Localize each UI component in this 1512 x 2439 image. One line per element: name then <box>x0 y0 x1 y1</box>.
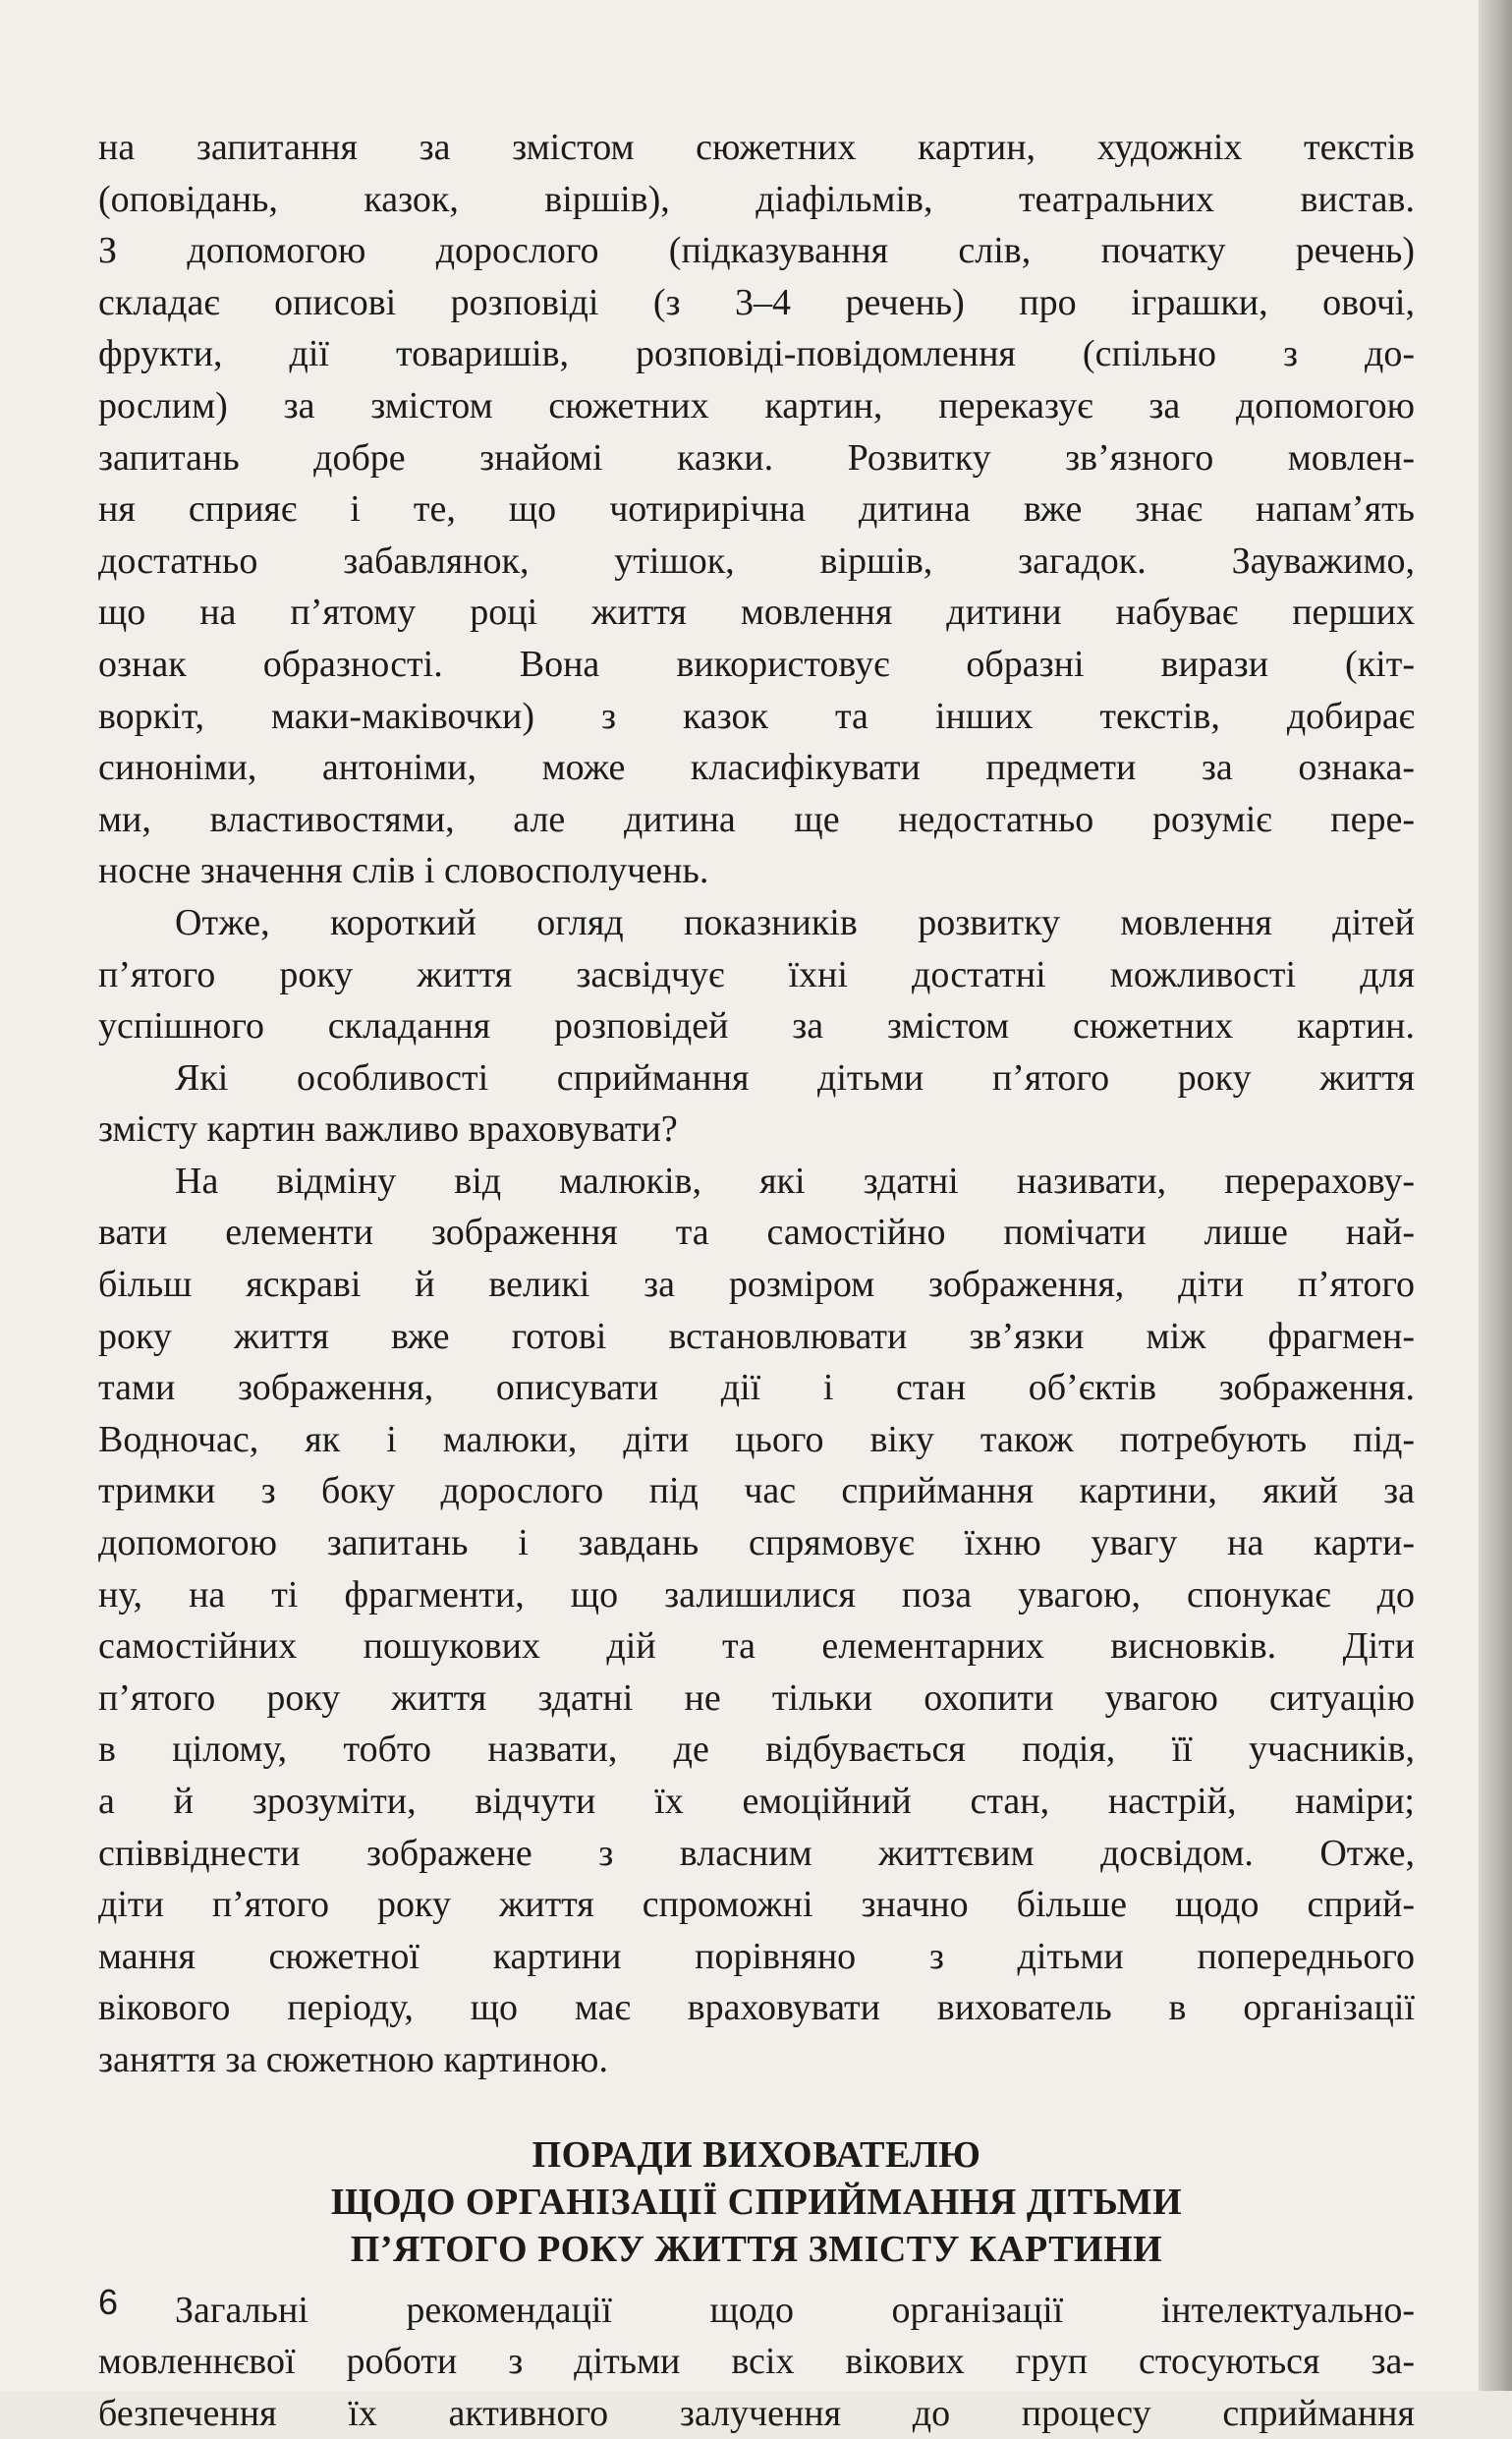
text-line: тами зображення, описувати дії і стан об’єктів зображення. <box>98 1367 1415 1409</box>
text-line: Які особливості сприймання дітьми п’ятого року життя <box>175 1056 1415 1099</box>
paragraph-5 <box>98 2285 1415 2439</box>
paragraph-3-question <box>98 1052 1415 1156</box>
page-edge-shadow <box>1479 0 1512 2391</box>
paragraph-2 <box>98 897 1415 1052</box>
text-line: ознак образності. Вона використовує образні вирази (кіт- <box>98 643 1415 685</box>
text-line: (оповідань, казок, віршів), діафільмів, театральних вистав. <box>98 178 1415 220</box>
text-line: З допомогою дорослого (підказування слів, початку речень) <box>98 230 1415 272</box>
heading-line: ЩОДО ОРГАНІЗАЦІЇ СПРИЙМАННЯ ДІТЬМИ <box>330 2181 1183 2223</box>
text-line: вікового періоду, що має враховувати вихователь в організації <box>98 1987 1415 2029</box>
text-line: року життя вже готові встановлювати зв’язки між фрагмен- <box>98 1315 1415 1357</box>
text-line: п’ятого року життя засвідчує їхні достатні можливості для <box>98 953 1415 995</box>
text-line: Отже, короткий огляд показників розвитку мовлення дітей <box>175 901 1415 943</box>
text-line: співвіднести зображене з власним життєвим досвідом. Отже, <box>98 1832 1415 1874</box>
text-line: заняття за сюжетною картиною. <box>98 2038 608 2080</box>
text-line: мовленнєвої роботи з дітьми всіх вікових груп стосуються за- <box>98 2341 1415 2383</box>
text-line: воркіт, маки-маківочки) з казок та інших текстів, добирає <box>98 695 1415 737</box>
text-line: носне значення слів і словосполучень. <box>98 850 709 892</box>
text-line: самостійних пошукових дій та елементарних висновків. Діти <box>98 1625 1415 1668</box>
text-line: ми, властивостями, але дитина ще недостатньо розуміє пере- <box>98 798 1415 840</box>
text-line: запитань добре знайомі казки. Розвитку зв’язного мовлен- <box>98 436 1415 479</box>
text-line: вати елементи зображення та самостійно помічати лише най- <box>98 1212 1415 1254</box>
text-line: більш яскраві й великі за розміром зображення, діти п’ятого <box>98 1264 1415 1306</box>
heading-line: ПОРАДИ ВИХОВАТЕЛЮ <box>532 2133 981 2176</box>
section-heading <box>98 2131 1415 2273</box>
paragraph-1 <box>98 122 1415 897</box>
text-line: допомогою запитань і завдань спрямовує їхню увагу на карти- <box>98 1522 1415 1564</box>
text-line: а й зрозуміти, відчути їх емоційний стан, настрій, наміри; <box>98 1781 1415 1822</box>
text-line: п’ятого року життя здатні не тільки охопити увагою ситуацію <box>98 1676 1415 1719</box>
text-line: в цілому, тобто назвати, де відбувається подія, її учасників, <box>98 1729 1415 1771</box>
text-line: що на п’ятому році життя мовлення дитини набуває перших <box>98 592 1415 634</box>
text-line: успішного складання розповідей за змістом сюжетних картин. <box>98 1005 1415 1048</box>
text-line: складає описові розповіді (з 3–4 речень) про іграшки, овочі, <box>98 281 1415 323</box>
paragraph-4 <box>98 1156 1415 2086</box>
text-line: ня сприяє і те, що чотирирічна дитина вже знає напам’ять <box>98 488 1415 531</box>
text-line: На відміну від малюків, які здатні називати, перерахову- <box>175 1160 1415 1202</box>
page-number: 6 <box>98 2282 119 2322</box>
text-line: достатньо забавлянок, утішок, віршів, загадок. Зауважимо, <box>98 539 1415 582</box>
text-line: фрукти, дії товаришів, розповіді-повідомлення (спільно з до- <box>98 333 1415 375</box>
text-line: синоніми, антоніми, може класифікувати предмети за ознака- <box>98 747 1415 789</box>
text-line: мання сюжетної картини порівняно з дітьми попереднього <box>98 1935 1415 1977</box>
text-line: ну, на ті фрагменти, що залишилися поза увагою, спонукає до <box>98 1573 1415 1616</box>
text-line: на запитання за змістом сюжетних картин, художніх текстів <box>98 127 1415 168</box>
text-line: діти п’ятого року життя спроможні значно більше щодо сприй- <box>98 1884 1415 1926</box>
heading-line: П’ЯТОГО РОКУ ЖИТТЯ ЗМІСТУ КАРТИНИ <box>350 2228 1163 2270</box>
text-line: тримки з боку дорослого під час сприймання картини, який за <box>98 1470 1415 1512</box>
page-content <box>98 122 1415 2439</box>
text-line: Загальні рекомендації щодо організації інтелектуально- <box>175 2289 1415 2331</box>
text-line: безпечення їх активного залучення до процесу сприймання <box>98 2392 1415 2434</box>
text-line: змісту картин важливо враховувати? <box>98 1108 678 1151</box>
text-line: рослим) за змістом сюжетних картин, переказує за допомогою <box>98 384 1415 426</box>
text-line: Водночас, як і малюки, діти цього віку також потребують під- <box>98 1418 1415 1460</box>
